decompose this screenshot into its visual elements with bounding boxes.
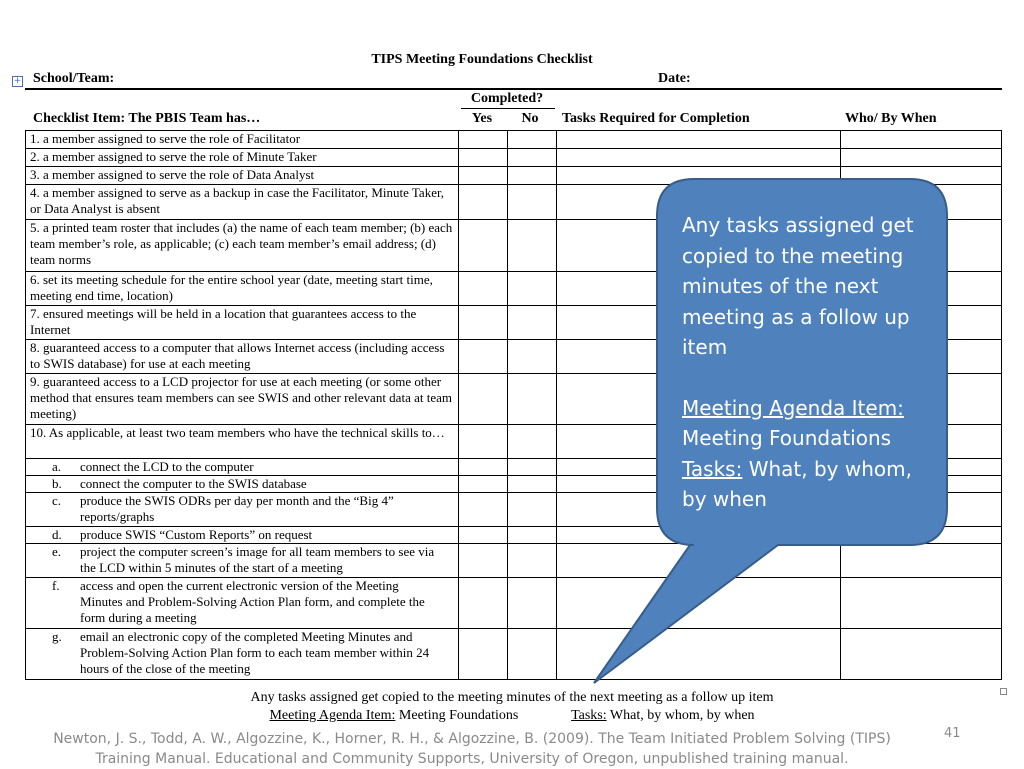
slide-number: 41 bbox=[944, 726, 961, 741]
callout-tasks-value: What, by whom, by when bbox=[682, 456, 912, 511]
subitem-text: connect the LCD to the computer bbox=[80, 459, 254, 474]
citation bbox=[0, 729, 984, 769]
col-header-item: Checklist Item: The PBIS Team has… bbox=[33, 111, 261, 126]
subitem-letter: g. bbox=[52, 629, 62, 644]
callout-text bbox=[682, 210, 932, 515]
bottom-agenda-value: Meeting Foundations bbox=[398, 708, 519, 723]
subitem-text: connect the computer to the SWIS database bbox=[80, 476, 307, 491]
item-1: 1. a member assigned to serve the role of Facilitator bbox=[26, 131, 459, 149]
subitem-letter: d. bbox=[52, 527, 62, 542]
bottom-tasks-label: Tasks: bbox=[571, 708, 607, 723]
callout-line1: Any tasks assigned get copied to the meeting minutes of the next meeting as a follow up item bbox=[682, 213, 914, 359]
callout-agenda-value: Meeting Foundations bbox=[682, 426, 892, 450]
subitem-letter: f. bbox=[52, 578, 60, 593]
citation-line2: Training Manual. Educational and Community Supports, University of Oregon, unpublished training manual. bbox=[95, 751, 849, 767]
subitem-letter: b. bbox=[52, 476, 62, 491]
subitem-letter: a. bbox=[52, 459, 62, 474]
col-header-yes: Yes bbox=[471, 111, 493, 126]
item-9: 9. guaranteed access to a LCD projector for use at each meeting (or some other method that ensures team members can see SWIS and other relevant data at team meeting) bbox=[26, 374, 459, 425]
citation-line1: Newton, J. S., Todd, A. W., Algozzine, K., Horner, R. H., & Algozzine, B. (2009). The Team Initiated Problem Solving (TIPS) bbox=[53, 731, 891, 747]
callout-agenda-label: Meeting Agenda Item: bbox=[682, 395, 904, 420]
document-title: TIPS Meeting Foundations Checklist bbox=[371, 52, 593, 67]
table-move-handle-icon[interactable]: + bbox=[13, 76, 22, 86]
item-6: 6. set its meeting schedule for the entire school year (date, meeting start time, meeting end time, location) bbox=[26, 272, 459, 306]
completed-header: Completed? bbox=[470, 91, 544, 106]
subitem-text: access and open the current electronic version of the Meeting Minutes and Problem-Solving Action Plan form, and complete the form during a meeting bbox=[80, 578, 425, 625]
bottom-note-line2 bbox=[0, 708, 1024, 724]
subitem-text: email an electronic copy of the completed Meeting Minutes and Problem-Solving Action Plan form to each team member within 24 hours of the close of the meeting bbox=[80, 629, 430, 676]
subitem-letter: c. bbox=[52, 493, 62, 508]
subitem-letter: e. bbox=[52, 544, 62, 559]
item-8: 8. guaranteed access to a computer that allows Internet access (including access to SWIS database) for use at each meeting bbox=[26, 340, 459, 374]
bottom-tasks-value: What, by whom, by when bbox=[609, 708, 755, 723]
col-header-no: No bbox=[521, 111, 539, 126]
col-header-tasks: Tasks Required for Completion bbox=[562, 111, 750, 126]
school-team-label: School/Team: bbox=[33, 71, 115, 86]
subitem-text: project the computer screen’s image for all team members to see via the LCD within 5 minutes of the start of a meeting bbox=[80, 544, 435, 575]
bottom-note-line1: Any tasks assigned get copied to the meeting minutes of the next meeting as a follow up item bbox=[250, 690, 774, 705]
date-label: Date: bbox=[658, 71, 691, 86]
item-4: 4. a member assigned to serve as a backup in case the Facilitator, Minute Taker, or Data Analyst is absent bbox=[26, 185, 459, 220]
callout-tasks-label: Tasks: bbox=[682, 456, 743, 481]
item-3: 3. a member assigned to serve the role of Data Analyst bbox=[26, 167, 459, 185]
subitem-text: produce the SWIS ODRs per day per month and the “Big 4” reports/graphs bbox=[80, 493, 394, 524]
col-header-who: Who/ By When bbox=[845, 111, 937, 126]
subitem-text: produce SWIS “Custom Reports” on request bbox=[80, 527, 313, 542]
item-2: 2. a member assigned to serve the role of Minute Taker bbox=[26, 149, 459, 167]
bottom-agenda-label: Meeting Agenda Item: bbox=[269, 708, 396, 723]
item-10: 10. As applicable, at least two team members who have the technical skills to… bbox=[26, 425, 459, 459]
item-5: 5. a printed team roster that includes (a) the name of each team member; (b) each team member’s role, as applicable; (c) each team member’s email address; (d) team norms bbox=[26, 220, 459, 272]
item-7: 7. ensured meetings will be held in a location that guarantees access to the Internet bbox=[26, 306, 459, 340]
